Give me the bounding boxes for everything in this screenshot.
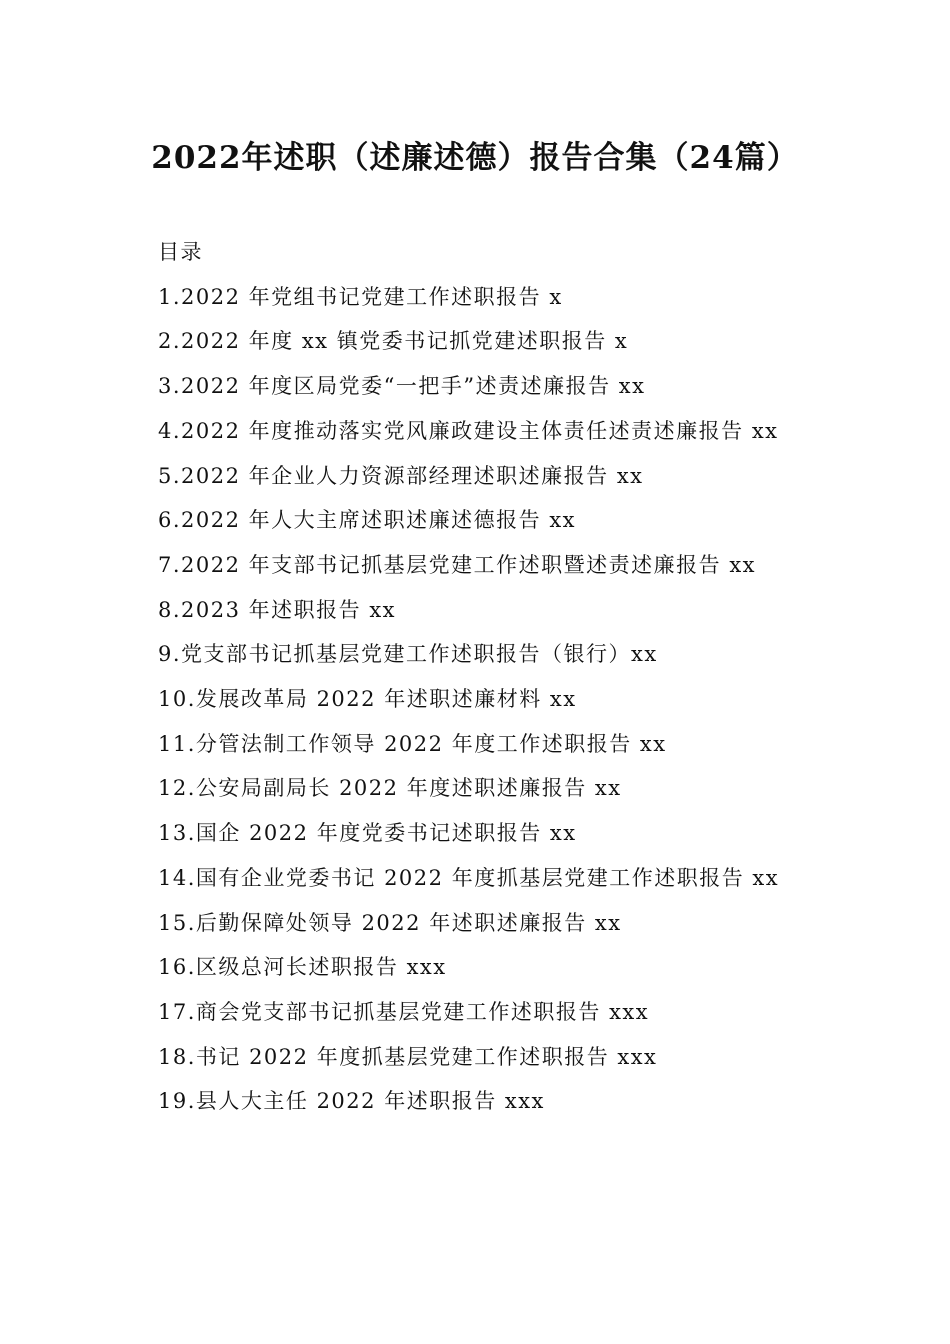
toc-item-17: 17.商会党支部书记抓基层党建工作述职报告 xxx — [158, 999, 650, 1024]
toc-item-5: 5.2022 年企业人力资源部经理述职述廉报告 xx — [158, 463, 644, 488]
toc-item-10: 10.发展改革局 2022 年述职述廉材料 xx — [158, 687, 577, 712]
toc-item-12: 12.公安局副局长 2022 年度述职述廉报告 xx — [158, 776, 622, 801]
table-of-contents — [118, 230, 830, 1124]
toc-item-11: 11.分管法制工作领导 2022 年度工作述职报告 xx — [158, 731, 667, 756]
toc-item-6: 6.2022 年人大主席述职述廉述德报告 xx — [158, 508, 577, 533]
toc-item-14: 14.国有企业党委书记 2022 年度抓基层党建工作述职报告 xx — [158, 865, 780, 890]
document-title: 2022年述职（述廉述德）报告合集（24篇） — [151, 140, 799, 176]
toc-item-4: 4.2022 年度推动落实党风廉政建设主体责任述责述廉报告 xx — [158, 418, 779, 443]
toc-item-13: 13.国企 2022 年度党委书记述职报告 xx — [158, 821, 577, 846]
toc-item-9: 9.党支部书记抓基层党建工作述职报告（银行）xx — [158, 642, 658, 667]
toc-item-8: 8.2023 年述职报告 xx — [158, 597, 397, 622]
toc-item-19: 19.县人大主任 2022 年述职报告 xxx — [158, 1089, 545, 1114]
toc-item-16: 16.区级总河长述职报告 xxx — [158, 955, 447, 980]
toc-item-15: 15.后勤保障处领导 2022 年述职述廉报告 xx — [158, 910, 622, 935]
toc-item-18: 18.书记 2022 年度抓基层党建工作述职报告 xxx — [158, 1044, 658, 1069]
toc-item-1: 1.2022 年党组书记党建工作述职报告 x — [158, 284, 563, 309]
toc-item-3: 3.2022 年度区局党委“一把手”述责述廉报告 xx — [158, 374, 646, 399]
toc-item-2: 2.2022 年度 xx 镇党委书记抓党建述职报告 x — [158, 329, 629, 354]
toc-heading: 目录 — [158, 240, 203, 264]
toc-item-7: 7.2022 年支部书记抓基层党建工作述职暨述责述廉报告 xx — [158, 552, 757, 577]
